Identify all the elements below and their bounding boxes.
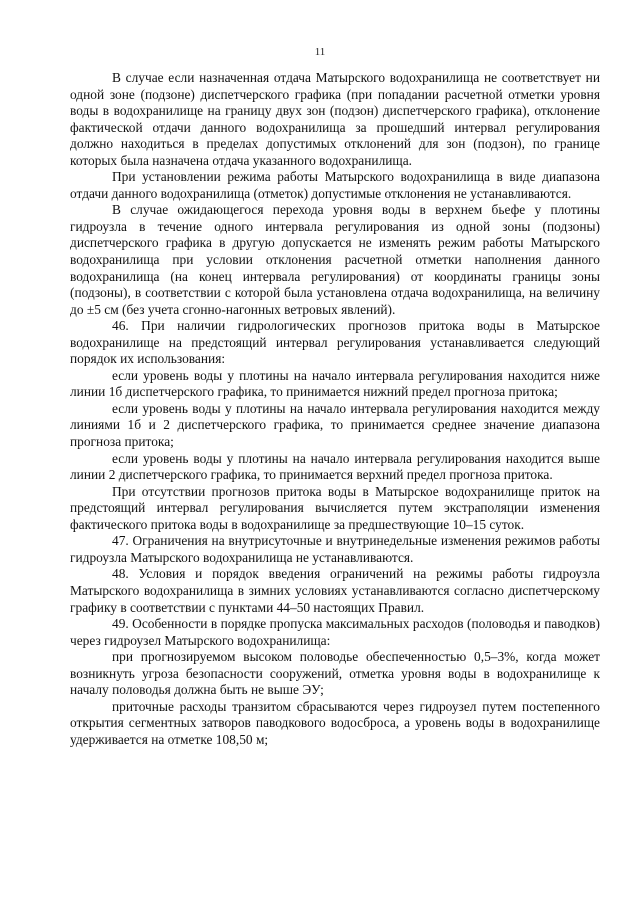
- paragraph: при прогнозируемом высоком половодье обеспеченностью 0,5–3%, когда может возникнуть угроза безопасности сооружений, отметка уровня воды в водохранилище к началу половодья должна быть не выше ЭУ;: [70, 649, 600, 698]
- paragraph-item-47: 47. Ограничения на внутрисуточные и внутринедельные изменения режимов работы гидроузла Матырского водохранилища не устанавливаются.: [70, 533, 600, 565]
- paragraph-item-46: 46. При наличии гидрологических прогнозов притока воды в Матырское водохранилище на предстоящий интервал регулирования устанавливается следующий порядок их использования:: [70, 318, 600, 367]
- paragraph: При отсутствии прогнозов притока воды в Матырское водохранилище приток на предстоящий интервал регулирования вычисляется путем экстраполяции изменения фактического притока воды в водохранилище за предшествующие 10–15 суток.: [70, 483, 600, 532]
- paragraph: При установлении режима работы Матырского водохранилища в виде диапазона отдачи данного водохранилища (отметок) допустимые отклонения не устанавливаются.: [70, 169, 600, 201]
- paragraph: если уровень воды у плотины на начало интервала регулирования находится между линиями 1б и 2 диспетчерского графика, то принимается среднее значение диапазона прогноза притока;: [70, 400, 600, 450]
- paragraph-item-48: 48. Условия и порядок введения ограничений на режимы работы гидроузла Матырского водохранилища в зимних условиях устанавливаются согласно диспетчерскому графику в соответствии с пунктами 44–50 настоящих Правил.: [70, 566, 600, 615]
- paragraph: если уровень воды у плотины на начало интервала регулирования находится выше линии 2 диспетчерского графика, то принимается верхний предел прогноза притока.: [70, 450, 600, 483]
- paragraph: В случае если назначенная отдача Матырского водохранилища не соответствует ни одной зоне (подзоне) диспетчерского графика (при попадании расчетной отметки уровня воды в водохранилище на границу двух зон (подзон) диспетчерского графика), отклонение фактической отдачи данного водохранилища за прошедший интервал регулирования должно находиться в пределах допустимых отклонений для зон (подзон), по границе которых была назначена отдача указанного водохранилища.: [70, 70, 600, 168]
- page-number: 11: [314, 46, 326, 58]
- document-body: [70, 70, 600, 748]
- paragraph: если уровень воды у плотины на начало интервала регулирования находится ниже линии 1б диспетчерского графика, то принимается нижний предел прогноза притока;: [70, 367, 600, 400]
- paragraph: В случае ожидающегося перехода уровня воды в верхнем бьефе у плотины гидроузла в течение одного интервала регулирования из одной зоны (подзоны) диспетчерского графика в другую допускается не изменять режим работы Матырского водохранилища при условии отклонения расчетной отметки наполнения данного водохранилища (на конец интервала регулирования) от координаты границы зоны (подзоны), в соответствии с которой была установлена отдача водохранилища, на величину до ±5 см (без учета сгонно-нагонных ветровых явлений).: [70, 202, 600, 317]
- paragraph: приточные расходы транзитом сбрасываются через гидроузел путем постепенного открытия сегментных затворов паводкового водосброса, а уровень воды в водохранилище удерживается на отметке 108,50 м;: [70, 698, 600, 747]
- paragraph-item-49: 49. Особенности в порядке пропуска максимальных расходов (половодья и паводков) через гидроузел Матырского водохранилища:: [70, 616, 600, 648]
